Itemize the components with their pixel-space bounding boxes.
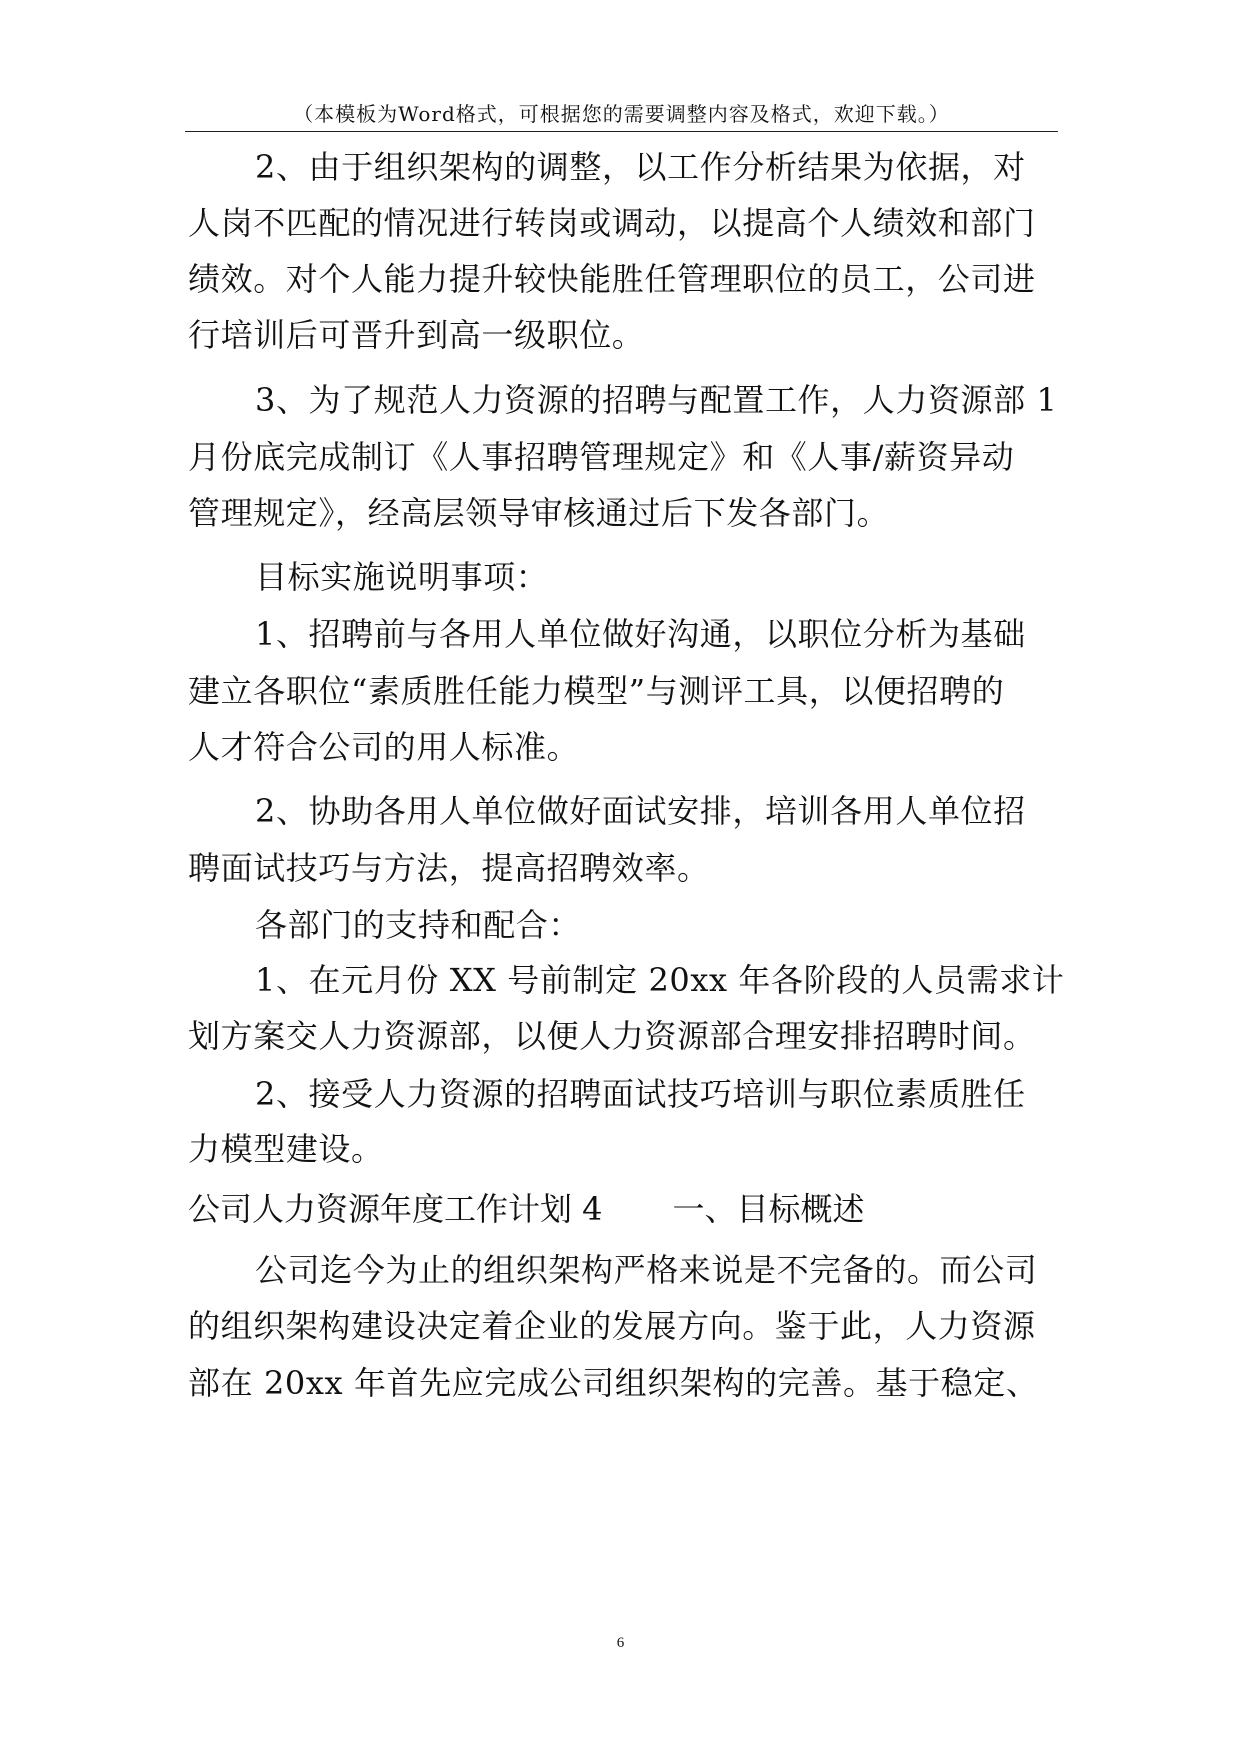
body-line: 聘面试技巧与方法，提高招聘效率。 bbox=[188, 849, 710, 887]
body-line: 力模型建设。 bbox=[188, 1130, 384, 1168]
body-line: 月份底完成制订《人事招聘管理规定》和《人事/薪资异动 bbox=[188, 438, 1015, 476]
body-line: 部在 20xx 年首先应完成公司组织架构的完善。基于稳定、 bbox=[188, 1364, 1039, 1402]
header-divider bbox=[185, 131, 1058, 132]
body-line: 1、在元月份 XX 号前制定 20xx 年各阶段的人员需求计 bbox=[255, 961, 1065, 999]
body-line: 绩效。对个人能力提升较快能胜任管理职位的员工，公司进 bbox=[188, 260, 1036, 298]
body-line: 人才符合公司的用人标准。 bbox=[188, 728, 580, 766]
section-subtitle: 一、目标概述 bbox=[672, 1190, 865, 1228]
body-line: 划方案交人力资源部，以便人力资源部合理安排招聘时间。 bbox=[188, 1017, 1036, 1055]
body-line: 2、由于组织架构的调整，以工作分析结果为依据，对 bbox=[255, 148, 1026, 186]
body-line: 行培训后可晋升到高一级职位。 bbox=[188, 316, 645, 354]
body-line: 人岗不匹配的情况进行转岗或调动，以提高个人绩效和部门 bbox=[188, 204, 1036, 242]
template-notice: （本模板为Word格式，可根据您的需要调整内容及格式，欢迎下载。） bbox=[293, 102, 950, 126]
body-line: 建立各职位“素质胜任能力模型”与测评工具，以便招聘的 bbox=[188, 672, 1005, 710]
section-heading bbox=[188, 1189, 865, 1229]
section-title: 公司人力资源年度工作计划 4 bbox=[188, 1190, 603, 1228]
subsection-label: 各部门的支持和配合： bbox=[255, 906, 582, 944]
body-line: 1、招聘前与各用人单位做好沟通，以职位分析为基础 bbox=[255, 615, 1026, 653]
body-line: 2、协助各用人单位做好面试安排，培训各用人单位招 bbox=[255, 792, 1026, 830]
page-number: 6 bbox=[616, 1635, 625, 1651]
body-line: 3、为了规范人力资源的招聘与配置工作，人力资源部 1 bbox=[255, 381, 1058, 419]
body-line: 的组织架构建设决定着企业的发展方向。鉴于此，人力资源 bbox=[188, 1307, 1036, 1345]
body-line: 管理规定》，经高层领导审核通过后下发各部门。 bbox=[188, 494, 890, 532]
body-line: 2、接受人力资源的招聘面试技巧培训与职位素质胜任 bbox=[255, 1075, 1026, 1113]
body-line: 公司迄今为止的组织架构严格来说是不完备的。而公司 bbox=[255, 1251, 1038, 1289]
subsection-label: 目标实施说明事项： bbox=[255, 558, 549, 596]
